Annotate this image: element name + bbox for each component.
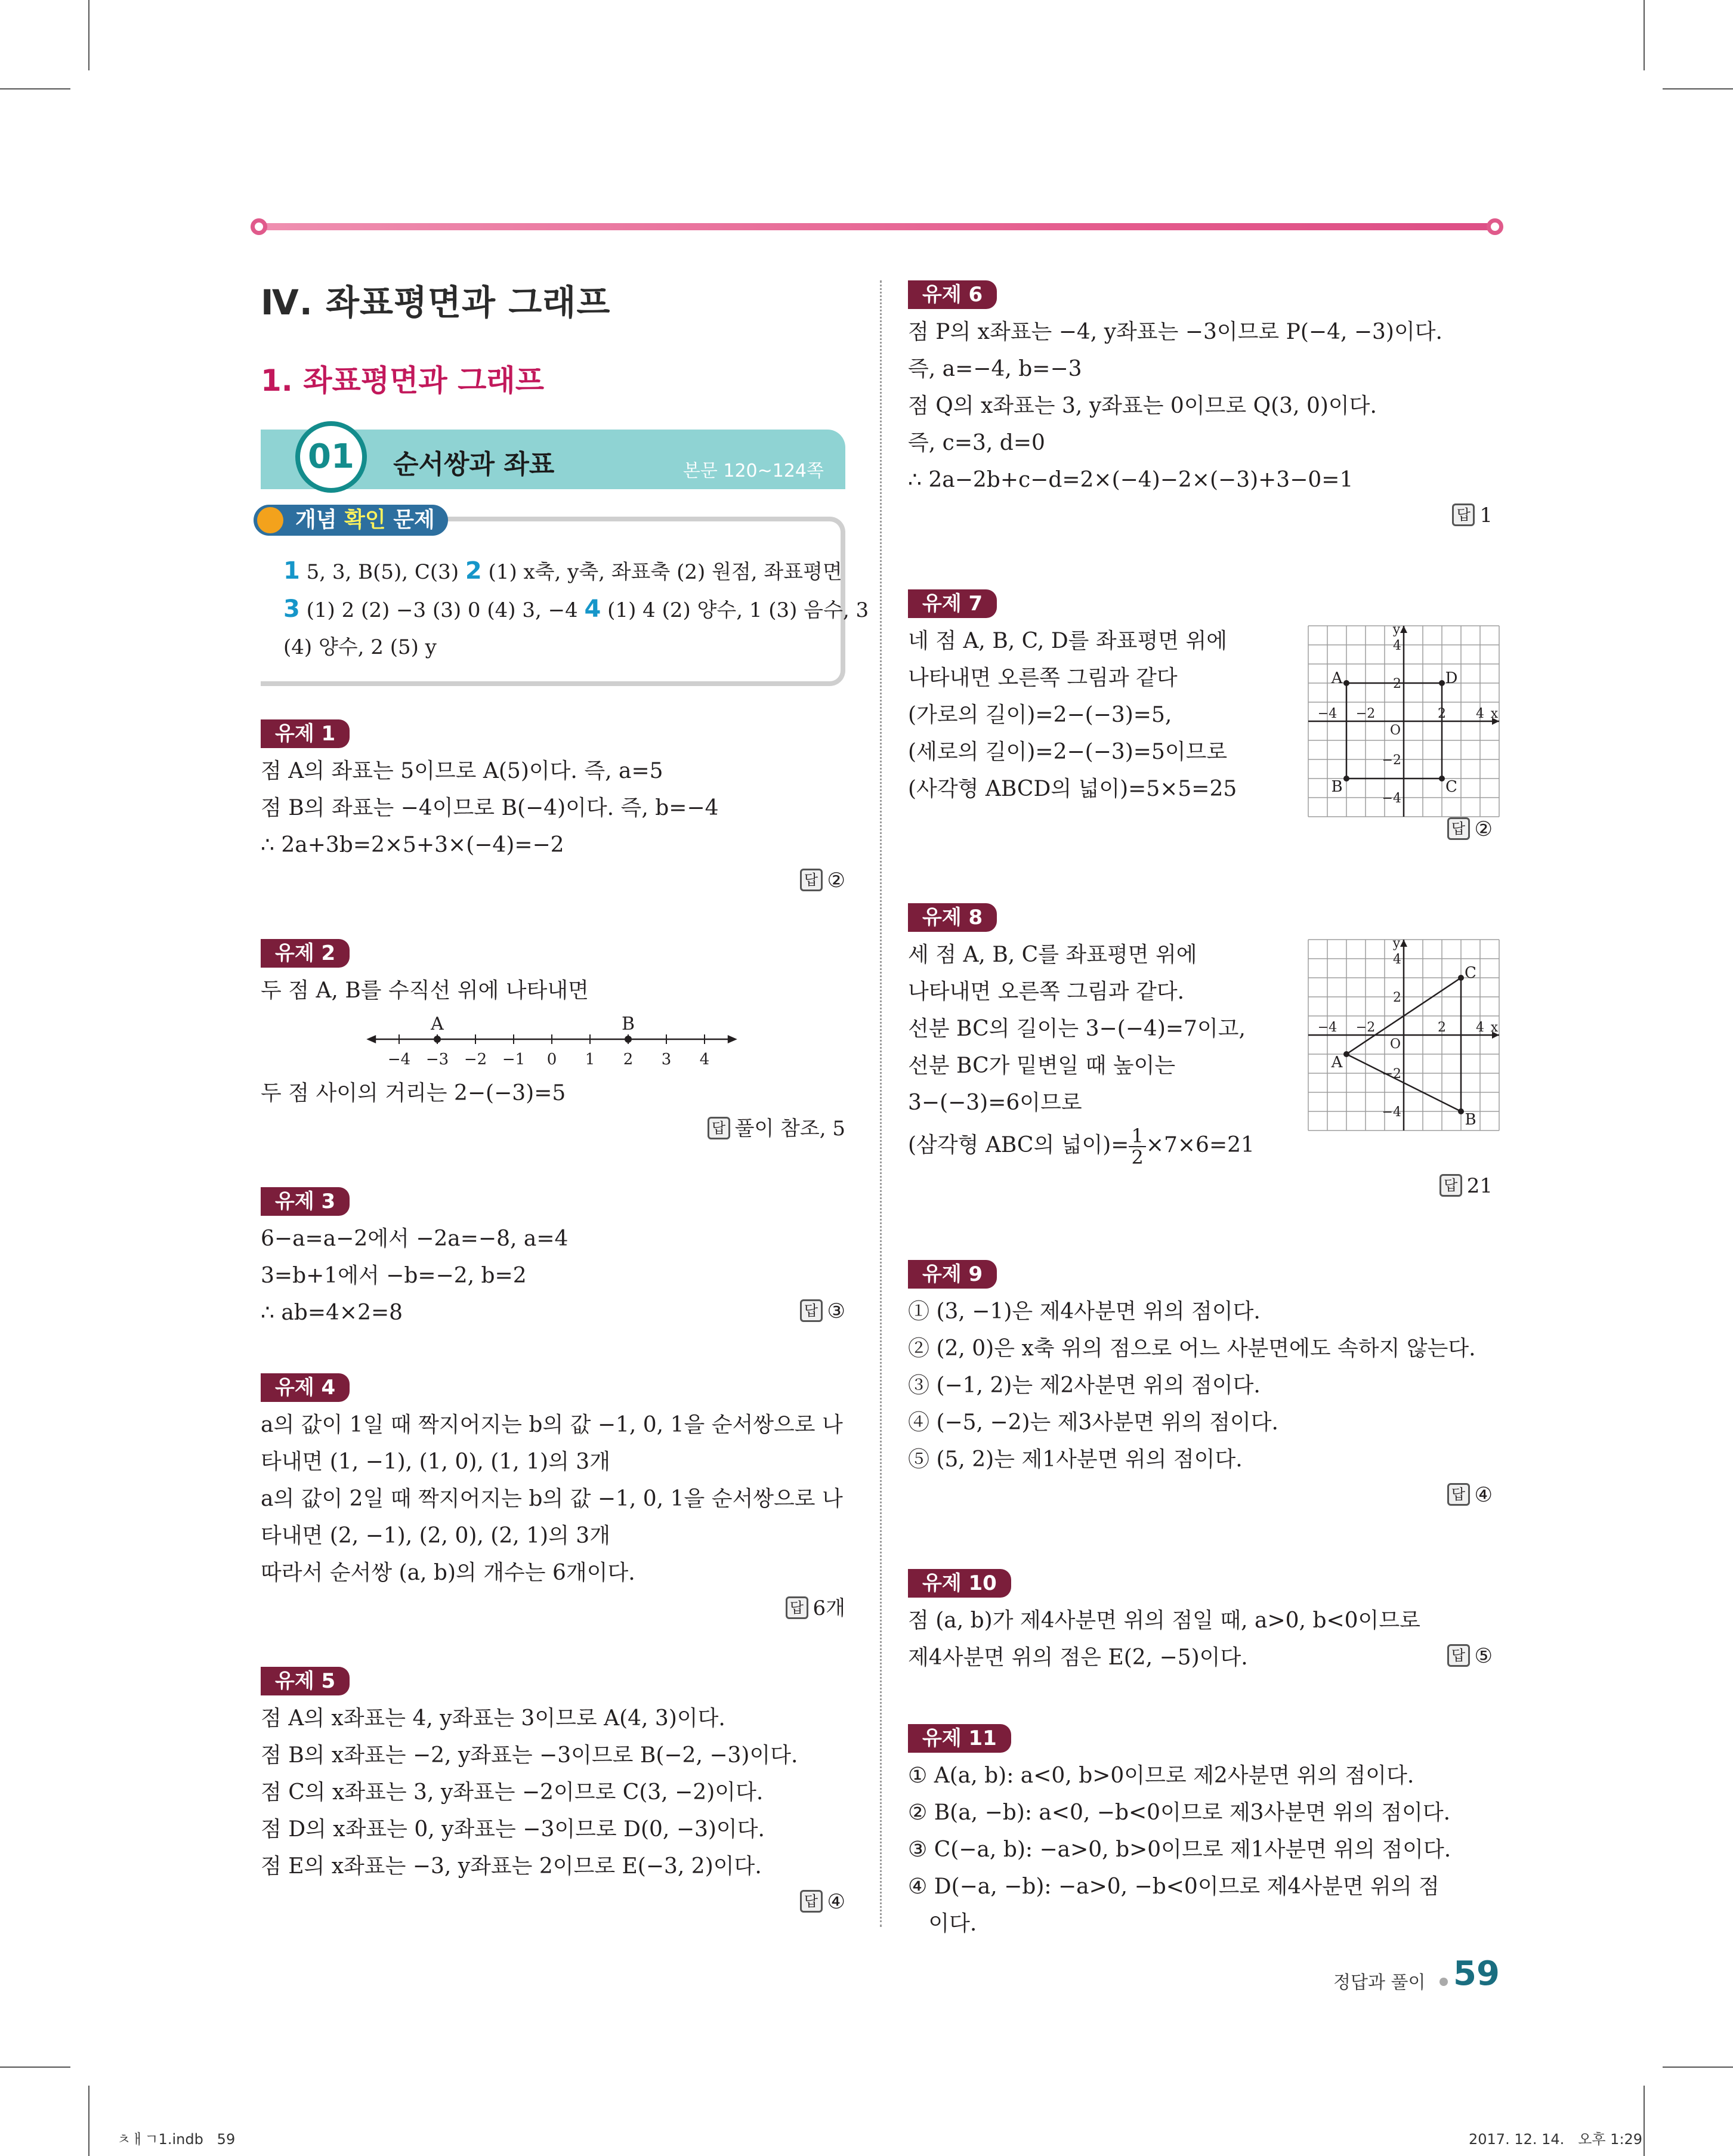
solution-line: a의 값이 2일 때 짝지어지는 b의 값 −1, 0, 1을 순서쌍으로 나 bbox=[261, 1487, 843, 1511]
solution-line: ③ (−1, 2)는 제2사분면 위의 점이다. bbox=[908, 1373, 1261, 1398]
problem-9 bbox=[908, 1260, 1493, 1512]
y-axis-label: y bbox=[1392, 623, 1401, 637]
solution-line: ② B(a, −b): a<0, −b<0이므로 제3사분면 위의 점이다. bbox=[908, 1800, 1451, 1825]
fraction-numerator: 1 bbox=[1129, 1126, 1145, 1147]
concept-answer: (1) 4 (2) 양수, 1 (3) 음수, 3 bbox=[601, 598, 869, 622]
x-tick-label: −2 bbox=[1355, 1020, 1376, 1035]
x-tick-label: 4 bbox=[1476, 706, 1484, 721]
problem-badge: 유제 8 bbox=[908, 903, 997, 932]
solution-line: a의 값이 1일 때 짝지어지는 b의 값 −1, 0, 1을 순서쌍으로 나 bbox=[261, 1413, 843, 1437]
solution-text: (삼각형 ABC의 넓이)= bbox=[908, 1133, 1129, 1157]
solution-line: (사각형 ABCD의 넓이)=5×5=25 bbox=[908, 777, 1237, 801]
crop-mark bbox=[1644, 2086, 1645, 2156]
solution-text: ∴ ab=4×2=8 bbox=[261, 1301, 403, 1325]
answer-value: ② bbox=[827, 869, 845, 892]
answer-tag: 답 bbox=[800, 869, 823, 891]
plot-point bbox=[1439, 776, 1445, 782]
answer-tag: 답 bbox=[708, 1117, 730, 1139]
solution-line: 나타내면 오른쪽 그림과 같다. bbox=[908, 980, 1185, 1004]
right-column bbox=[908, 280, 1499, 1984]
left-column bbox=[261, 274, 869, 1960]
solution-line: (가로의 길이)=2−(−3)=5, bbox=[908, 703, 1172, 727]
solution-line bbox=[908, 1639, 1493, 1676]
plot-point-label: C bbox=[1465, 964, 1476, 982]
problem-badge: 유제 1 bbox=[261, 719, 350, 748]
coordinate-grid-figure-7 bbox=[1305, 623, 1502, 820]
plot-point bbox=[1343, 680, 1349, 686]
concept-check-box bbox=[261, 508, 869, 686]
solution-line: 점 P의 x좌표는 −4, y좌표는 −3이므로 P(−4, −3)이다. bbox=[908, 320, 1442, 344]
problem-7 bbox=[908, 589, 1499, 846]
crop-mark bbox=[88, 2086, 89, 2156]
origin-label: O bbox=[1389, 1037, 1401, 1052]
answer bbox=[800, 1295, 845, 1328]
solution-line: ④ D(−a, −b): −a>0, −b<0이므로 제4사분면 위의 점 bbox=[908, 1874, 1439, 1899]
page-number: 59 bbox=[1453, 1954, 1500, 1993]
chapter-title: Ⅳ. 좌표평면과 그래프 bbox=[261, 282, 611, 323]
problem-badge: 유제 5 bbox=[261, 1667, 350, 1695]
problem-badge: 유제 2 bbox=[261, 939, 350, 968]
solution-line: 세 점 A, B, C를 좌표평면 위에 bbox=[908, 943, 1197, 967]
solution-line: 타내면 (1, −1), (1, 0), (1, 1)의 3개 bbox=[261, 1450, 610, 1474]
solution-line: 점 D의 x좌표는 0, y좌표는 −3이므로 D(0, −3)이다. bbox=[261, 1817, 765, 1842]
x-tick-label: −4 bbox=[1317, 706, 1337, 721]
plot-point-label: B bbox=[1465, 1111, 1476, 1129]
y-tick-label: −4 bbox=[1382, 791, 1401, 806]
solution-text: ×7×6=21 bbox=[1145, 1133, 1255, 1157]
y-tick-label: 2 bbox=[1393, 990, 1401, 1005]
y-axis-arrow-icon bbox=[1400, 940, 1407, 947]
solution-line: ③ C(−a, b): −a>0, b>0이므로 제1사분면 위의 점이다. bbox=[908, 1837, 1451, 1862]
number-line-tick-label: 2 bbox=[623, 1051, 634, 1068]
solution-line: ∴ 2a+3b=2×5+3×(−4)=−2 bbox=[261, 833, 564, 857]
answer bbox=[908, 1169, 1493, 1203]
problem-3 bbox=[261, 1187, 845, 1332]
problem-6 bbox=[908, 280, 1493, 532]
solution-line: ① (3, −1)은 제4사분면 위의 점이다. bbox=[908, 1299, 1261, 1324]
number-line-point-label: A bbox=[431, 1014, 444, 1034]
number-line-tick-label: 0 bbox=[546, 1051, 557, 1068]
concept-number: 3 bbox=[283, 595, 300, 623]
solution-line: 3−(−3)=6이므로 bbox=[908, 1091, 1082, 1115]
plot-point bbox=[1343, 776, 1349, 782]
answer-tag: 답 bbox=[1447, 1483, 1470, 1506]
number-line-svg bbox=[261, 1009, 845, 1075]
header-rule bbox=[251, 218, 1503, 235]
y-tick-label: −4 bbox=[1382, 1105, 1401, 1120]
solution-line: 네 점 A, B, C, D를 좌표평면 위에 bbox=[908, 629, 1227, 653]
y-tick-label: −2 bbox=[1382, 1067, 1401, 1082]
file-info: ㅊㅐㄱ1.indb 59 bbox=[117, 2131, 236, 2148]
answer-tag: 답 bbox=[1452, 504, 1475, 526]
fraction-denominator: 2 bbox=[1131, 1146, 1144, 1169]
crop-mark bbox=[1663, 88, 1733, 89]
arrow-left-icon bbox=[366, 1035, 376, 1043]
solution-line: 선분 BC가 밑변일 때 높이는 bbox=[908, 1054, 1176, 1078]
y-tick-label: 2 bbox=[1393, 677, 1401, 691]
answer bbox=[908, 499, 1493, 532]
y-axis-label: y bbox=[1392, 937, 1401, 951]
problem-10 bbox=[908, 1569, 1493, 1676]
lightbulb-icon bbox=[257, 507, 283, 533]
concept-tab-text: 개념 bbox=[295, 508, 345, 532]
solution-line: 선분 BC의 길이는 3−(−4)=7이고, bbox=[908, 1017, 1246, 1041]
answer bbox=[261, 1592, 845, 1625]
solution-line: ① A(a, b): a<0, b>0이므로 제2사분면 위의 점이다. bbox=[908, 1763, 1414, 1788]
answer-value: 6개 bbox=[813, 1596, 845, 1620]
number-line-point bbox=[625, 1036, 632, 1043]
y-tick-label: 4 bbox=[1393, 952, 1401, 967]
problem-badge: 유제 6 bbox=[908, 280, 997, 309]
problem-badge: 유제 10 bbox=[908, 1569, 1011, 1598]
answer-tag: 답 bbox=[800, 1299, 823, 1322]
arrow-right-icon bbox=[728, 1035, 737, 1043]
answer bbox=[261, 864, 845, 897]
concept-tab-highlight: 확인 bbox=[344, 508, 386, 532]
answer-value: ④ bbox=[1474, 1483, 1493, 1507]
answer-value: 1 bbox=[1479, 504, 1493, 527]
solution-line: 나타내면 오른쪽 그림과 같다 bbox=[908, 666, 1178, 690]
solution-line: 점 A의 좌표는 5이므로 A(5)이다. 즉, a=5 bbox=[261, 759, 663, 783]
footer-label bbox=[1333, 1967, 1456, 1994]
x-tick-label: 4 bbox=[1476, 1020, 1484, 1035]
solution-line: ② (2, 0)은 x축 위의 점으로 어느 사분면에도 속하지 않는다. bbox=[908, 1336, 1476, 1361]
coordinate-grid-figure-8 bbox=[1305, 937, 1502, 1133]
solution-text: 제4사분면 위의 점은 E(2, −5)이다. bbox=[908, 1645, 1248, 1670]
unit-title: 순서쌍과 좌표 bbox=[393, 449, 555, 480]
number-line-point-label: B bbox=[621, 1014, 635, 1034]
solution-line bbox=[261, 1295, 845, 1332]
plot-point-label: A bbox=[1331, 669, 1343, 687]
y-axis-arrow-icon bbox=[1400, 626, 1407, 633]
concept-number: 1 bbox=[283, 557, 300, 585]
fraction bbox=[1129, 1126, 1145, 1167]
problem-badge: 유제 3 bbox=[261, 1187, 350, 1216]
solution-line: 점 A의 x좌표는 4, y좌표는 3이므로 A(4, 3)이다. bbox=[261, 1706, 725, 1731]
answer-tag: 답 bbox=[786, 1596, 808, 1619]
answer bbox=[1447, 1639, 1493, 1673]
problem-badge: 유제 7 bbox=[908, 589, 997, 618]
plot-point bbox=[1458, 1108, 1464, 1114]
number-line-tick-label: −2 bbox=[464, 1051, 487, 1068]
solution-line: ④ (−5, −2)는 제3사분면 위의 점이다. bbox=[908, 1410, 1278, 1435]
answer-value: ② bbox=[1474, 817, 1493, 841]
solution-line: 점 Q의 x좌표는 3, y좌표는 0이므로 Q(3, 0)이다. bbox=[908, 394, 1377, 418]
problem-1 bbox=[261, 719, 845, 897]
solution-line: ∴ 2a−2b+c−d=2×(−4)−2×(−3)+3−0=1 bbox=[908, 468, 1354, 492]
number-line-tick-label: 3 bbox=[661, 1051, 672, 1068]
solution-line: 점 C의 x좌표는 3, y좌표는 −2이므로 C(3, −2)이다. bbox=[261, 1780, 764, 1805]
answer-value: ④ bbox=[827, 1890, 845, 1914]
solution-line: 따라서 순서쌍 (a, b)의 개수는 6개이다. bbox=[261, 1561, 635, 1585]
solution-line: (세로의 길이)=2−(−3)=5이므로 bbox=[908, 740, 1228, 764]
plot-point bbox=[1458, 975, 1464, 981]
solution-line: 점 B의 좌표는 −4이므로 B(−4)이다. 즉, b=−4 bbox=[261, 796, 719, 820]
concept-number: 4 bbox=[584, 595, 601, 623]
solution-line: 점 (a, b)가 제4사분면 위의 점일 때, a>0, b<0이므로 bbox=[908, 1608, 1420, 1633]
problem-badge: 유제 4 bbox=[261, 1373, 350, 1402]
y-tick-label: −2 bbox=[1382, 753, 1401, 768]
x-tick-label: 2 bbox=[1438, 706, 1446, 721]
concept-answer: (1) 2 (2) −3 (3) 0 (4) 3, −4 bbox=[299, 598, 585, 622]
concept-answer-line bbox=[283, 629, 829, 666]
concept-answer: (4) 양수, 2 (5) y bbox=[283, 635, 437, 659]
section-title: 1. 좌표평면과 그래프 bbox=[261, 363, 544, 398]
plot-point-label: D bbox=[1445, 669, 1458, 687]
concept-answer: (1) x축, y축, 좌표축 (2) 원점, 좌표평면 bbox=[481, 560, 842, 584]
answer-tag: 답 bbox=[1447, 817, 1470, 840]
number-line-tick-label: 4 bbox=[699, 1051, 710, 1068]
crop-mark bbox=[0, 2067, 70, 2068]
concept-number: 2 bbox=[465, 557, 482, 585]
y-tick-label: 4 bbox=[1393, 638, 1401, 653]
answer bbox=[261, 1885, 845, 1919]
solution-line: 즉, a=−4, b=−3 bbox=[908, 357, 1082, 381]
problem-badge: 유제 9 bbox=[908, 1260, 997, 1289]
number-line-tick-label: −1 bbox=[502, 1051, 526, 1068]
origin-label: O bbox=[1389, 723, 1401, 738]
problem-5 bbox=[261, 1667, 845, 1919]
plot-point-label: C bbox=[1445, 778, 1457, 796]
answer bbox=[908, 1478, 1493, 1512]
x-axis-label: x bbox=[1490, 1020, 1499, 1035]
concept-check-tab bbox=[254, 505, 448, 536]
plot-point-label: A bbox=[1331, 1054, 1343, 1071]
answer-value: ③ bbox=[827, 1299, 845, 1323]
answer-tag: 답 bbox=[1447, 1644, 1470, 1667]
concept-answer: 5, 3, B(5), C(3) bbox=[299, 560, 465, 584]
problem-badge: 유제 11 bbox=[908, 1724, 1011, 1753]
crop-mark bbox=[0, 88, 70, 89]
answer-tag: 답 bbox=[1439, 1174, 1462, 1197]
print-date: 2017. 12. 14. 오후 1:29 bbox=[1469, 2131, 1643, 2148]
column-divider bbox=[880, 280, 882, 1927]
number-line-tick-label: −3 bbox=[425, 1051, 449, 1068]
unit-page-reference: 본문 120~124쪽 bbox=[682, 461, 824, 481]
header-rule-dot-left bbox=[251, 218, 267, 235]
number-line-tick-label: 1 bbox=[585, 1051, 595, 1068]
x-axis-label: x bbox=[1490, 706, 1499, 721]
number-line-point bbox=[434, 1036, 441, 1043]
concept-answer-line bbox=[283, 591, 869, 629]
problem-4 bbox=[261, 1373, 845, 1625]
number-line-figure bbox=[261, 1009, 845, 1075]
answer-tag: 답 bbox=[800, 1890, 823, 1913]
bullet-dot-icon bbox=[1439, 1978, 1448, 1986]
problem-8 bbox=[908, 903, 1499, 1203]
concept-tab-text: 문제 bbox=[385, 508, 435, 532]
solution-line: 두 점 사이의 거리는 2−(−3)=5 bbox=[261, 1081, 566, 1105]
unit-banner bbox=[261, 430, 845, 489]
solution-line: 점 E의 x좌표는 −3, y좌표는 2이므로 E(−3, 2)이다. bbox=[261, 1854, 762, 1879]
answer-value: 풀이 참조, 5 bbox=[734, 1117, 845, 1141]
solution-line: 6−a=a−2에서 −2a=−8, a=4 bbox=[261, 1227, 569, 1251]
solution-line: 즉, c=3, d=0 bbox=[908, 431, 1045, 455]
solution-line: 점 B의 x좌표는 −2, y좌표는 −3이므로 B(−2, −3)이다. bbox=[261, 1743, 798, 1768]
crop-mark bbox=[1644, 0, 1645, 70]
header-rule-dot-right bbox=[1487, 218, 1503, 235]
problem-11 bbox=[908, 1724, 1493, 1942]
concept-answer-line bbox=[283, 552, 842, 591]
plot-point bbox=[1439, 680, 1445, 686]
plot-point-label: B bbox=[1331, 778, 1343, 796]
x-tick-label: −2 bbox=[1355, 706, 1376, 721]
problem-2 bbox=[261, 939, 845, 1145]
x-tick-label: 2 bbox=[1438, 1020, 1446, 1035]
solution-line: 두 점 A, B를 수직선 위에 나타내면 bbox=[261, 978, 589, 1003]
answer-value: ⑤ bbox=[1474, 1644, 1493, 1668]
crop-mark bbox=[88, 0, 89, 70]
solution-line: 이다. bbox=[908, 1911, 977, 1936]
footer-label-text: 정답과 풀이 bbox=[1333, 1972, 1426, 1993]
number-line-tick-label: −4 bbox=[387, 1051, 411, 1068]
answer bbox=[261, 1112, 845, 1145]
header-rule-line bbox=[259, 223, 1495, 230]
solution-line: 타내면 (2, −1), (2, 0), (2, 1)의 3개 bbox=[261, 1524, 610, 1548]
crop-mark bbox=[1663, 2067, 1733, 2068]
solution-line: 3=b+1에서 −b=−2, b=2 bbox=[261, 1264, 527, 1288]
solution-line: ⑤ (5, 2)는 제1사분면 위의 점이다. bbox=[908, 1447, 1243, 1472]
unit-number: 01 bbox=[295, 421, 367, 493]
plot-point bbox=[1343, 1051, 1349, 1057]
answer-value: 21 bbox=[1466, 1174, 1493, 1198]
x-tick-label: −4 bbox=[1317, 1020, 1337, 1035]
